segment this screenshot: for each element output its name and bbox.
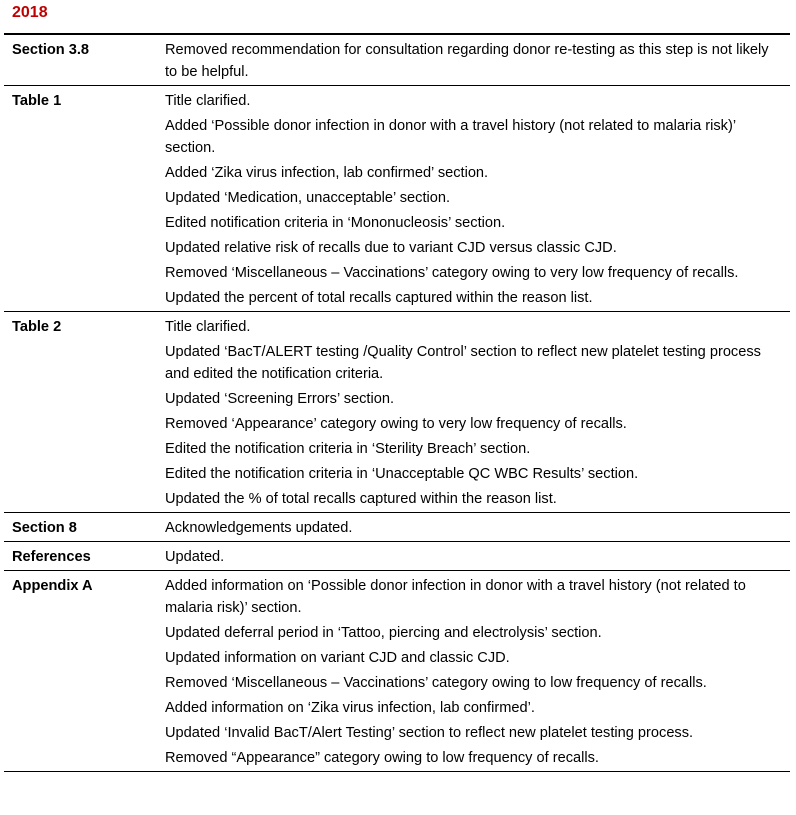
change-item: Updated.	[165, 549, 225, 565]
change-item: Added information on ‘Possible donor infection in donor with a travel history (not related to malaria risk)’ section.	[165, 578, 746, 616]
change-item: Updated ‘Screening Errors’ section.	[165, 391, 395, 407]
section-label: Section 8	[12, 520, 77, 536]
section-label: Table 2	[12, 319, 62, 335]
change-item: Edited the notification criteria in ‘Sterility Breach’ section.	[165, 441, 531, 457]
change-item: Removed ‘Miscellaneous – Vaccinations’ category owing to very low frequency of recalls.	[165, 265, 739, 281]
change-item: Acknowledgements updated.	[165, 520, 353, 536]
change-list	[165, 86, 790, 312]
change-item: Updated the % of total recalls captured within the reason list.	[165, 491, 557, 507]
revision-row	[4, 542, 790, 571]
change-item: Updated relative risk of recalls due to variant CJD versus classic CJD.	[165, 240, 617, 256]
revision-table-body	[4, 34, 790, 772]
revision-row	[4, 312, 790, 513]
change-item: Removed ‘Miscellaneous – Vaccinations’ category owing to low frequency of recalls.	[165, 675, 707, 691]
change-item: Updated information on variant CJD and classic CJD.	[165, 650, 510, 666]
revision-row	[4, 86, 790, 312]
change-list	[165, 312, 790, 513]
change-item: Updated ‘BacT/ALERT testing /Quality Control’ section to reflect new platelet testing process and edited the notification criteria.	[165, 344, 761, 382]
change-item: Removed “Appearance” category owing to low frequency of recalls.	[165, 750, 599, 766]
revision-row	[4, 513, 790, 542]
revision-row	[4, 34, 790, 86]
change-item: Updated the percent of total recalls captured within the reason list.	[165, 290, 593, 306]
year-heading: 2018	[12, 4, 48, 21]
revision-table	[4, 33, 790, 772]
change-item: Edited notification criteria in ‘Mononucleosis’ section.	[165, 215, 506, 231]
change-item: Title clarified.	[165, 319, 251, 335]
change-item: Removed ‘Appearance’ category owing to very low frequency of recalls.	[165, 416, 627, 432]
change-list	[165, 571, 790, 772]
change-item: Updated deferral period in ‘Tattoo, piercing and electrolysis’ section.	[165, 625, 602, 641]
change-item: Removed recommendation for consultation regarding donor re-testing as this step is not likely to be helpful.	[165, 42, 769, 80]
change-item: Updated ‘Invalid BacT/Alert Testing’ section to reflect new platelet testing process.	[165, 725, 694, 741]
change-item: Edited the notification criteria in ‘Unacceptable QC WBC Results’ section.	[165, 466, 639, 482]
change-list	[165, 542, 790, 571]
section-label: Section 3.8	[12, 42, 90, 58]
section-label: Appendix A	[12, 578, 93, 594]
section-label: Table 1	[12, 93, 62, 109]
revision-row	[4, 571, 790, 772]
change-item: Added ‘Possible donor infection in donor with a travel history (not related to malaria risk)’ section.	[165, 118, 736, 156]
change-list	[165, 513, 790, 542]
section-label: References	[12, 549, 91, 565]
change-item: Added information on ‘Zika virus infection, lab confirmed’.	[165, 700, 535, 716]
change-list	[165, 34, 790, 86]
change-item: Added ‘Zika virus infection, lab confirmed’ section.	[165, 165, 489, 181]
change-item: Title clarified.	[165, 93, 251, 109]
change-item: Updated ‘Medication, unacceptable’ section.	[165, 190, 451, 206]
